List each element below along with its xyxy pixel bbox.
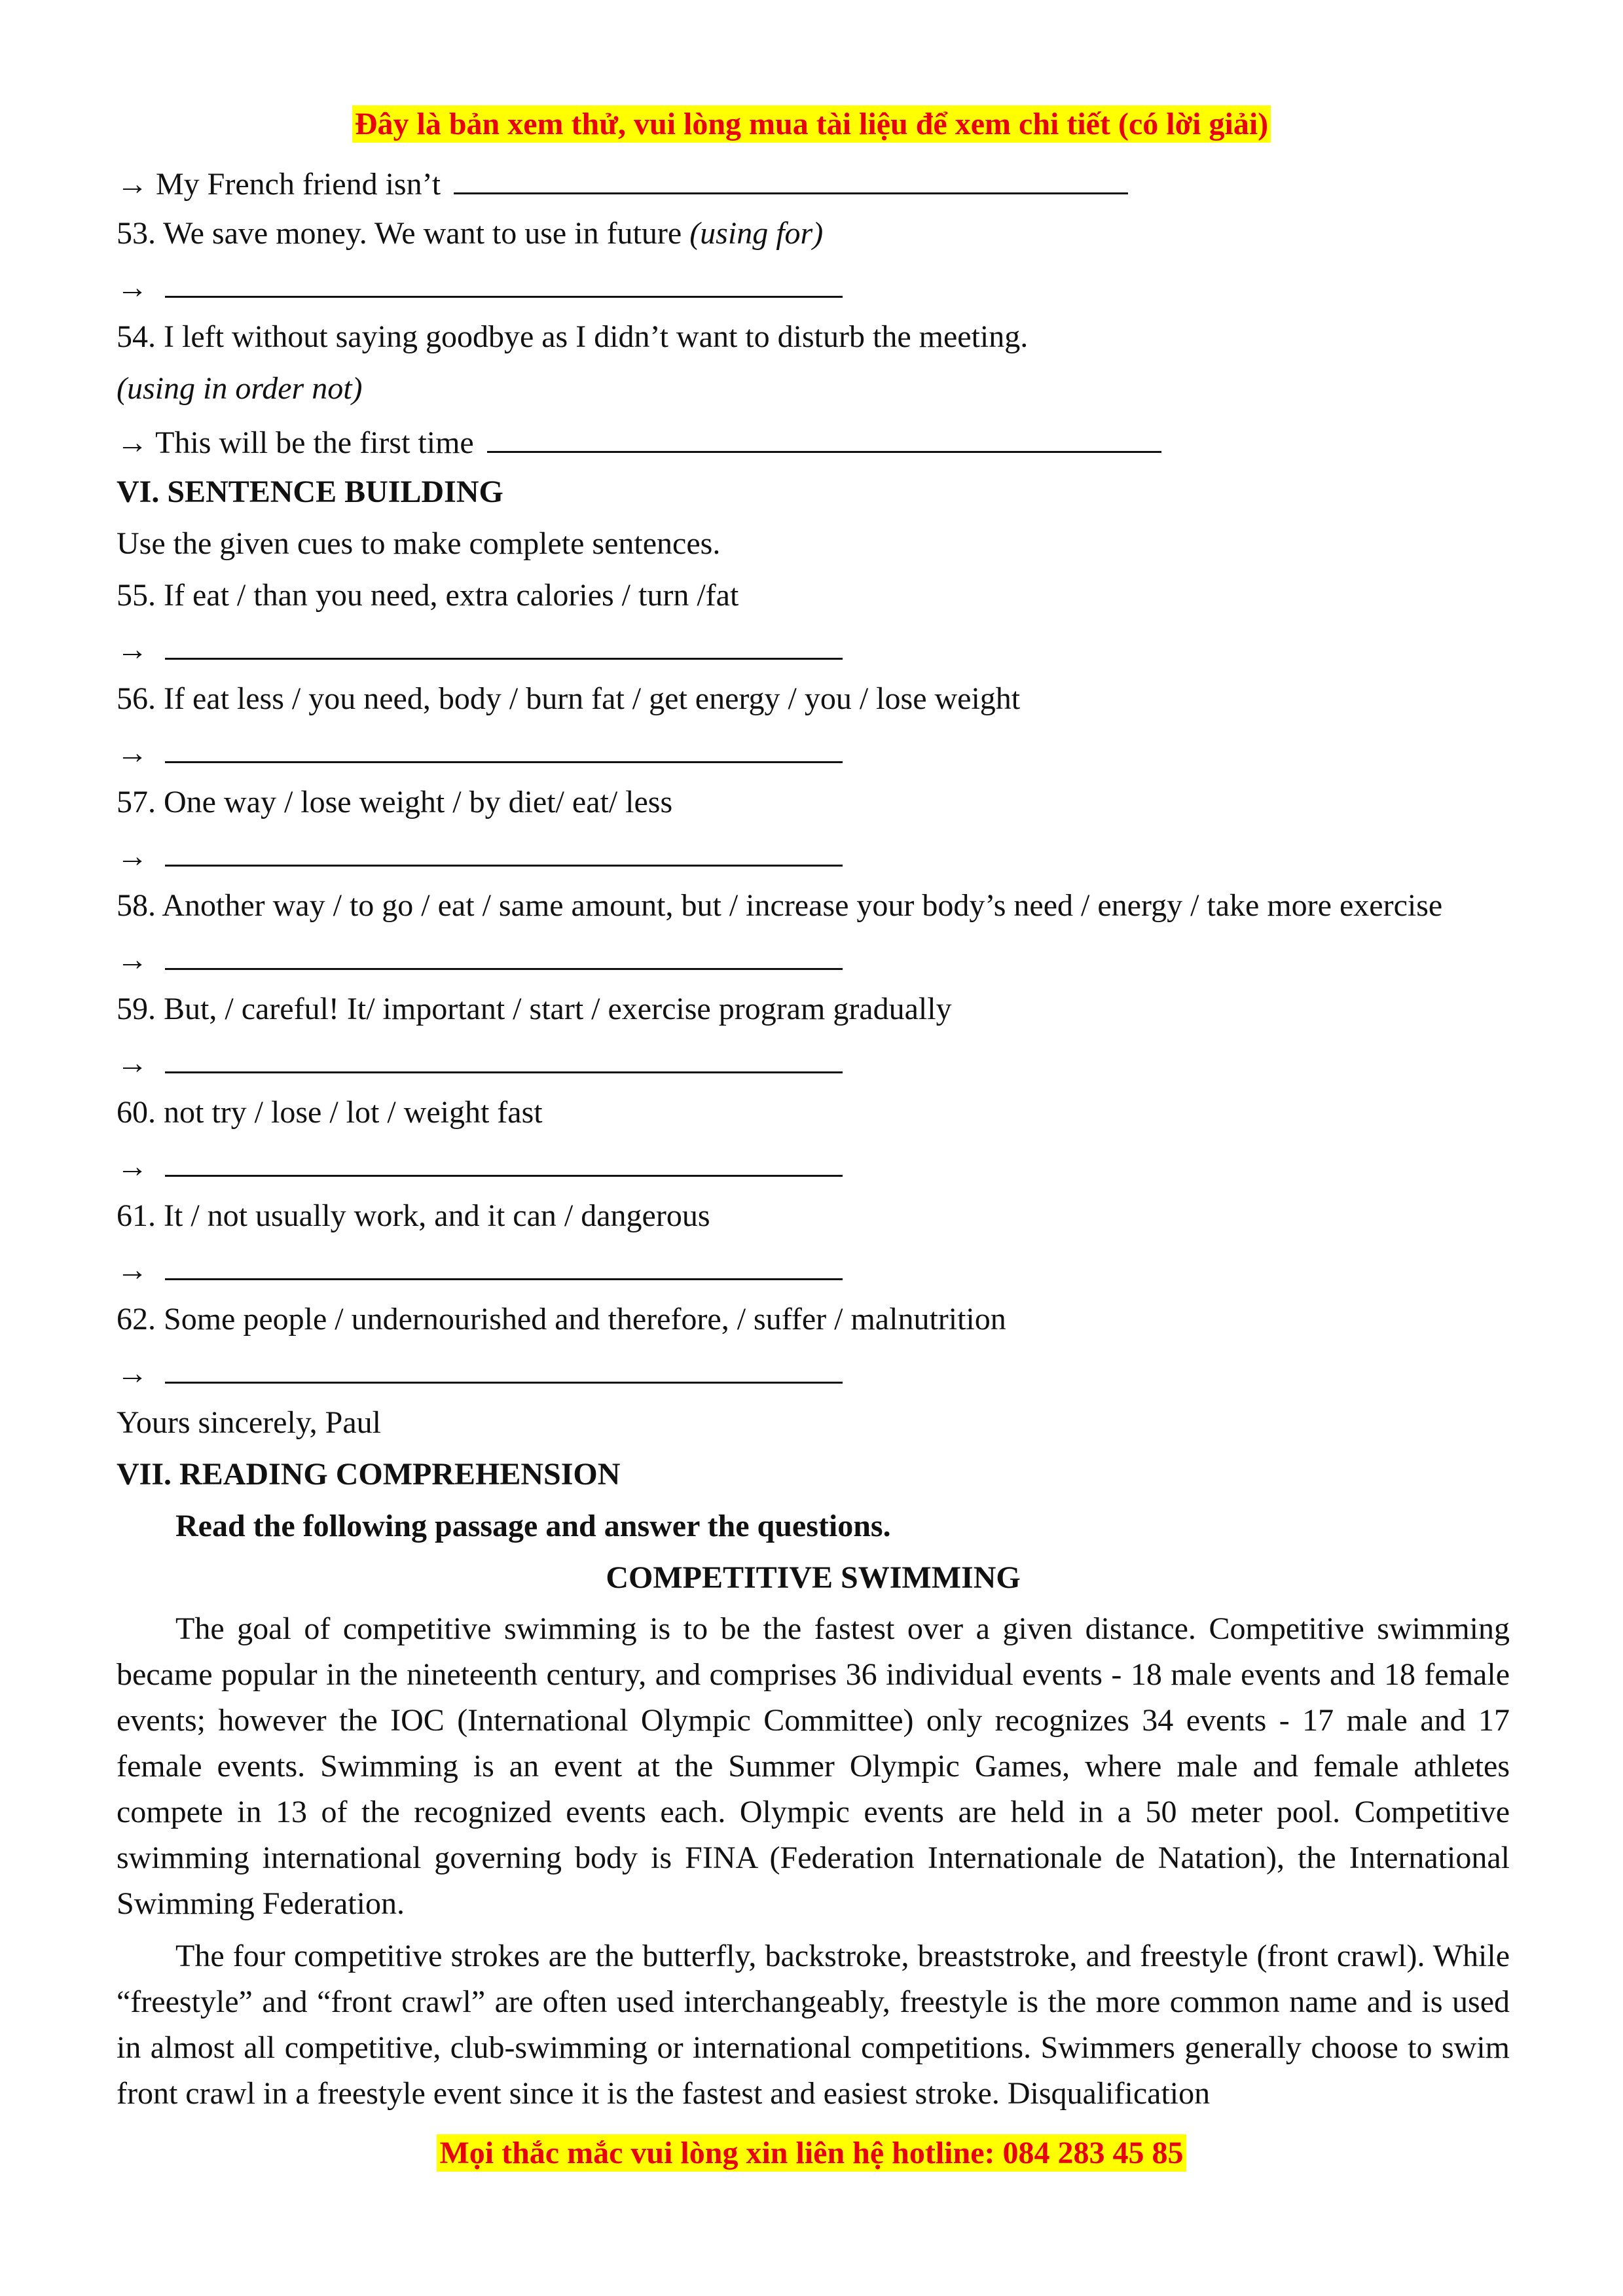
answer-line-62 <box>117 1345 1510 1397</box>
section-6-heading: VI. SENTENCE BUILDING <box>117 475 503 509</box>
section-7-instruction: Read the following passage and answer the questions. <box>175 1509 891 1543</box>
contact-banner <box>0 2134 1623 2173</box>
answer-blank[interactable] <box>165 1242 843 1280</box>
question-text: 54. I left without saying goodbye as I didn’t want to disturb the meeting. <box>117 319 1029 354</box>
arrow-symbol: → <box>117 1253 148 1287</box>
document-body <box>117 156 1510 2123</box>
answer-line-59 <box>117 1035 1510 1086</box>
letter-closing: Yours sincerely, Paul <box>117 1405 381 1440</box>
answer-blank[interactable] <box>165 725 843 763</box>
arrow-symbol: → <box>117 425 148 460</box>
passage-paragraph-1 <box>117 1606 1510 1927</box>
arrow-symbol: → <box>117 839 148 874</box>
question-55: 55. If eat / than you need, extra calories / turn /fat <box>117 578 739 613</box>
answer-line-55 <box>117 621 1510 673</box>
arrow-symbol: → <box>117 1149 148 1184</box>
question-53 <box>117 207 1510 259</box>
preview-banner <box>0 105 1623 144</box>
answer-blank[interactable] <box>165 1035 843 1073</box>
question-58: 58. Another way / to go / eat / same amount, but / increase your body’s need / energy / take more exercise <box>117 888 1443 923</box>
question-60: 60. not try / lose / lot / weight fast <box>117 1095 543 1130</box>
arrow-symbol: → <box>117 942 148 977</box>
answer-line-56 <box>117 725 1510 776</box>
answer-blank[interactable] <box>165 621 843 660</box>
section-7-heading: VII. READING COMPREHENSION <box>117 1457 621 1492</box>
question-54-hint: (using in order not) <box>117 371 363 406</box>
preview-banner-text: Đây là bản xem thử, vui lòng mua tài liệu để xem chi tiết (có lời giải) <box>352 105 1271 143</box>
answer-blank[interactable] <box>165 1345 843 1384</box>
section-6-instruction: Use the given cues to make complete sentences. <box>117 526 721 561</box>
paragraph-text: The goal of competitive swimming is to be the fastest over a given distance. Competitive swimming became popular in the nineteenth century, and comprises 36 individual events - 18 male events and 18 female events; however the IOC (International Olympic Committee) only recognizes 34 events - 17 male and 17 female events. Swimming is an event at the Summer Olympic Games, where male and female athletes compete in 13 of the recognized events each. Olympic events are held in a 50 meter pool. Competitive swimming international governing body is FINA (Federation Internationale de Natation), the International Swimming Federation. <box>117 1611 1510 1921</box>
answer-blank[interactable] <box>165 828 843 867</box>
answer-blank[interactable] <box>454 156 1128 194</box>
question-59: 59. But, / careful! It/ important / start / exercise program gradually <box>117 992 952 1026</box>
arrow-symbol: → <box>117 632 148 667</box>
answer-line-52 <box>117 156 1510 207</box>
answer-line-61 <box>117 1242 1510 1293</box>
question-text: 53. We save money. We want to use in future <box>117 216 690 251</box>
answer-blank[interactable] <box>165 931 843 970</box>
answer-line-58 <box>117 931 1510 983</box>
answer-line-60 <box>117 1138 1510 1190</box>
answer-blank[interactable] <box>165 259 843 298</box>
answer-blank[interactable] <box>165 1138 843 1177</box>
arrow-symbol: → <box>117 736 148 770</box>
arrow-symbol: → <box>117 1356 148 1391</box>
answer-line-57 <box>117 828 1510 880</box>
answer-line-54 <box>117 414 1510 466</box>
question-54 <box>117 311 1510 363</box>
question-57: 57. One way / lose weight / by diet/ eat/ less <box>117 785 673 819</box>
question-62: 62. Some people / undernourished and therefore, / suffer / malnutrition <box>117 1302 1006 1336</box>
answer-prompt: This will be the first time <box>155 425 474 460</box>
arrow-symbol: → <box>117 270 148 305</box>
question-56: 56. If eat less / you need, body / burn fat / get energy / you / lose weight <box>117 681 1021 716</box>
paragraph-text: The four competitive strokes are the butterfly, backstroke, breaststroke, and freestyle (front crawl). While “freestyle” and “front crawl” are often used interchangeably, freestyle is the more common name and is used in almost all competitive, club-swimming or international competitions. Swimmers generally choose to swim front crawl in a freestyle event since it is the fastest and easiest stroke. Disqualification <box>117 1939 1510 2111</box>
passage-title: COMPETITIVE SWIMMING <box>606 1560 1021 1595</box>
answer-prompt: My French friend isn’t <box>156 167 441 202</box>
contact-banner-text: Mọi thắc mắc vui lòng xin liên hệ hotline: 084 283 45 85 <box>437 2134 1186 2172</box>
question-hint: (using for) <box>689 216 824 251</box>
answer-line-53 <box>117 259 1510 311</box>
question-61: 61. It / not usually work, and it can / dangerous <box>117 1198 710 1233</box>
passage-paragraph-2 <box>117 1933 1510 2117</box>
answer-blank[interactable] <box>487 414 1161 453</box>
arrow-symbol: → <box>117 1046 148 1081</box>
arrow-symbol: → <box>117 167 148 202</box>
